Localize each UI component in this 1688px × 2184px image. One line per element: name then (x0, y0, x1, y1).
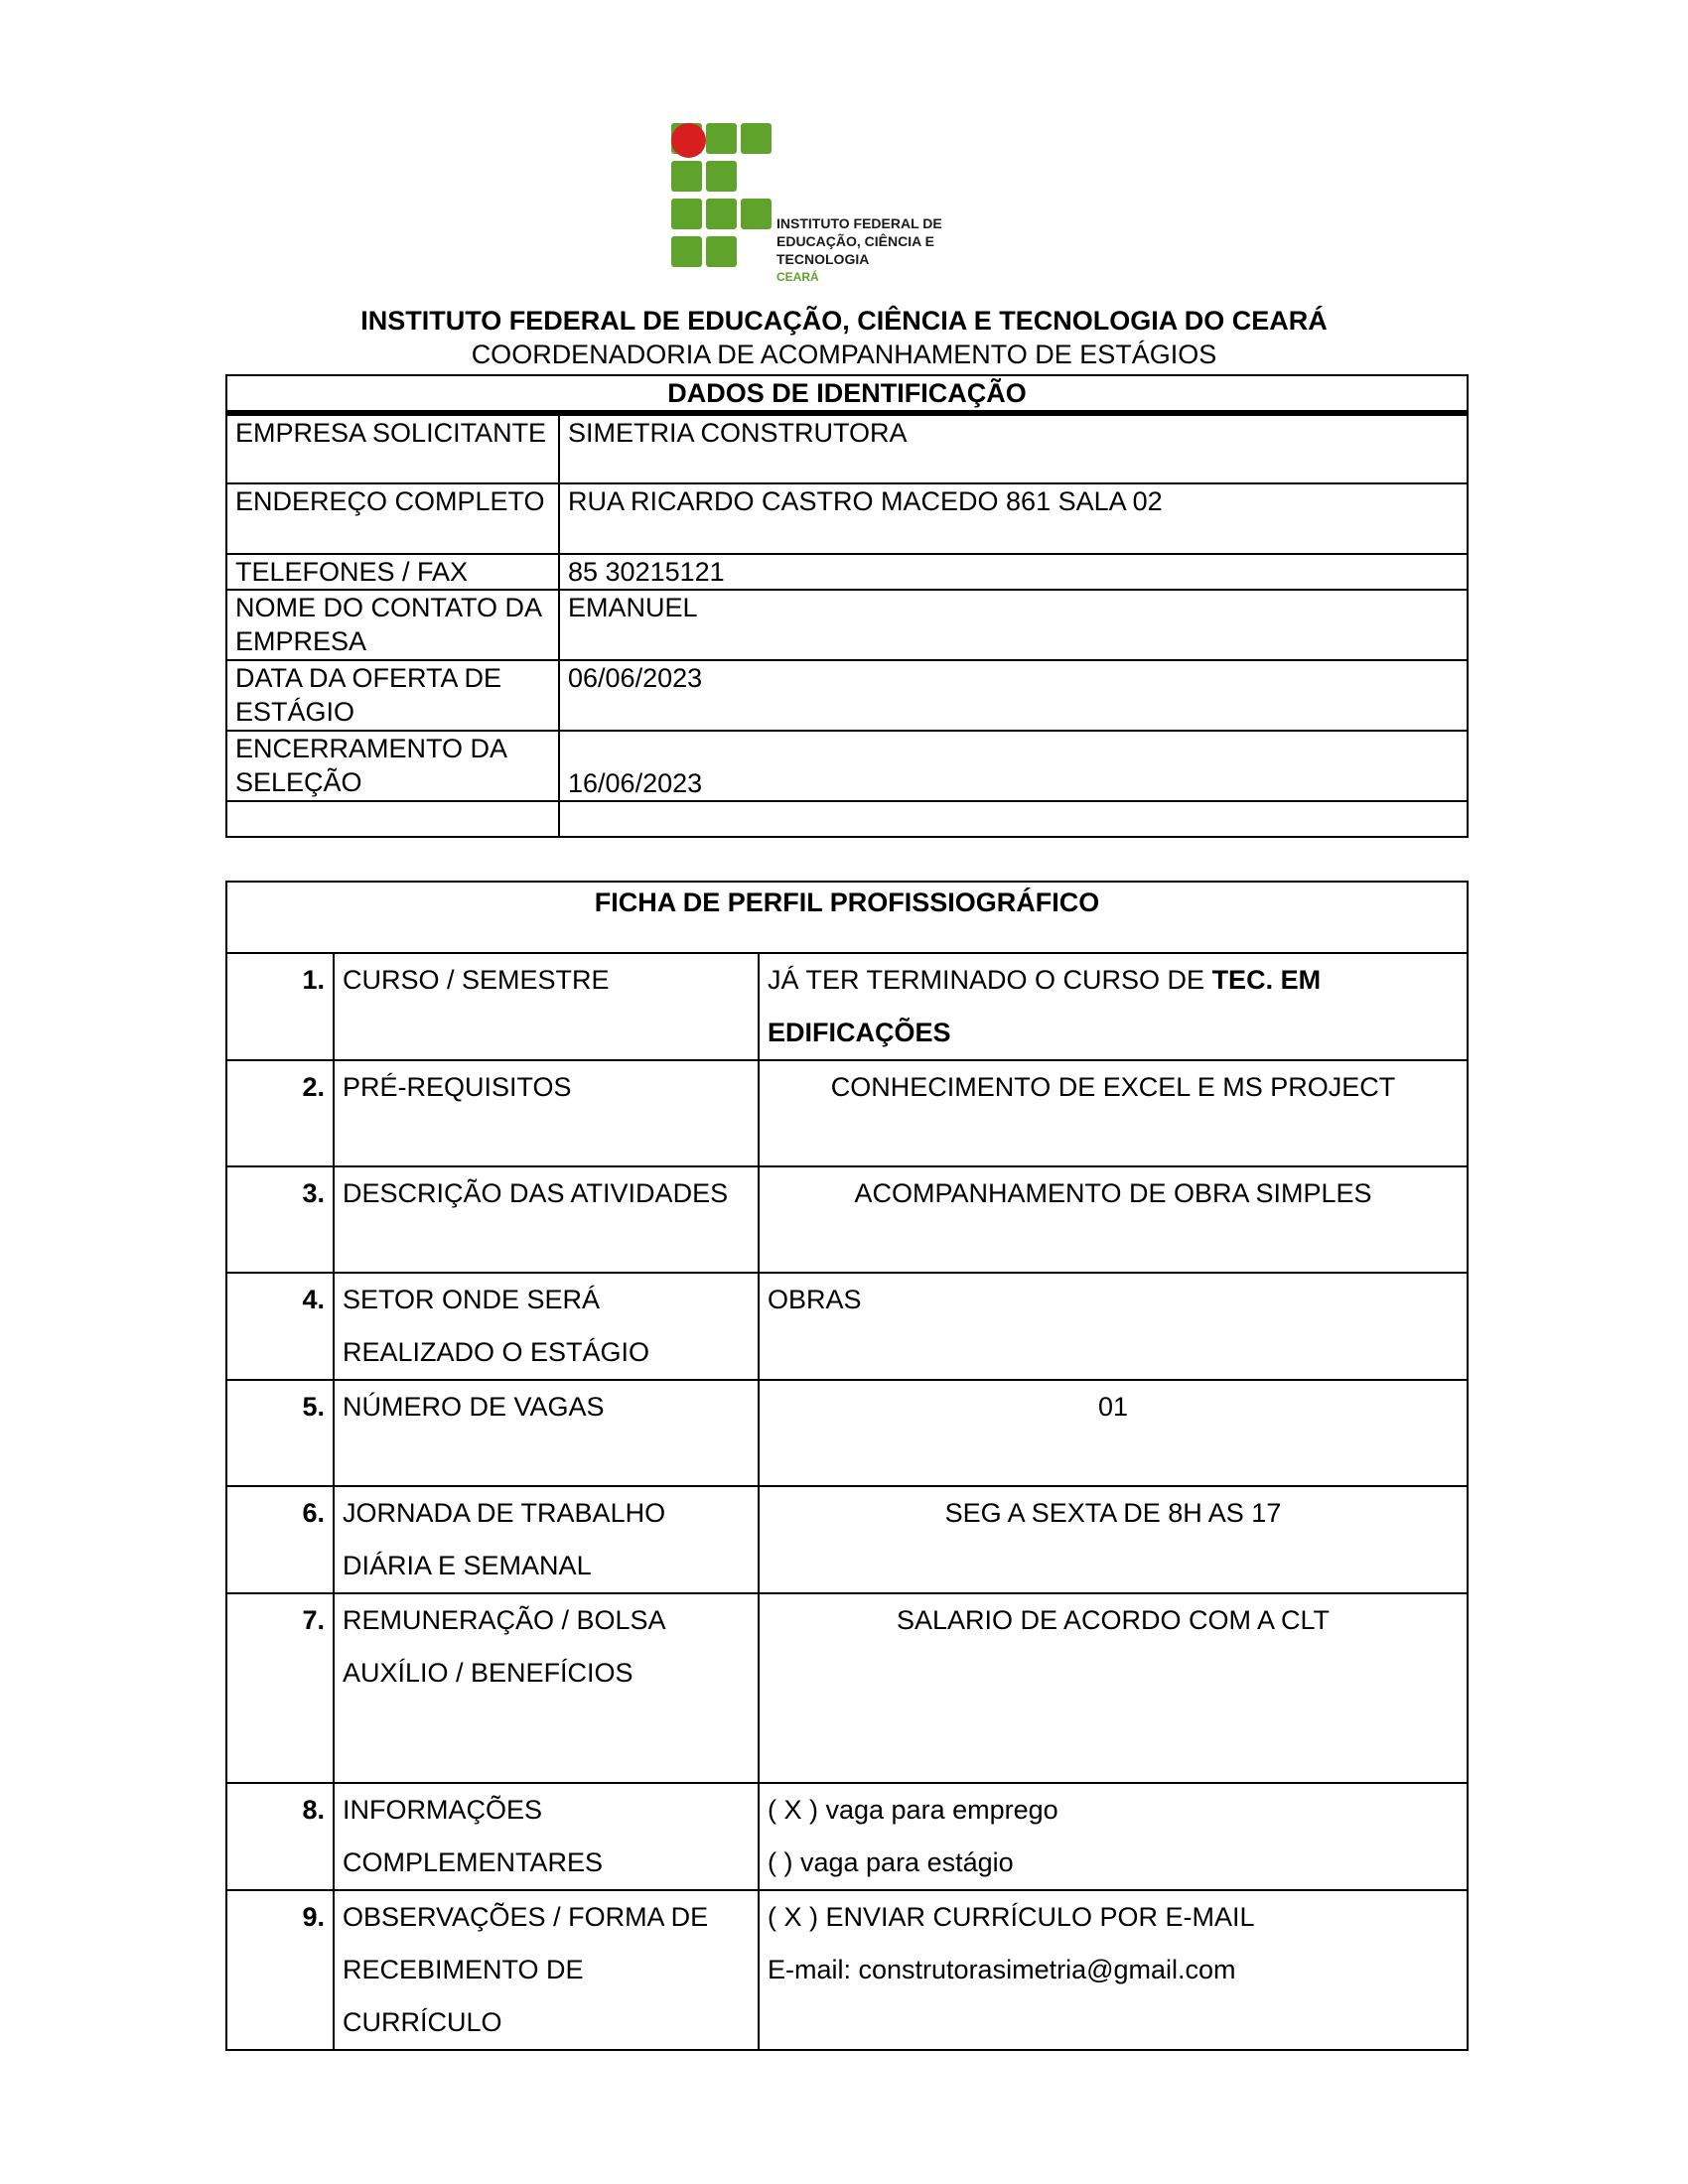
field-label (226, 801, 559, 837)
row-value (759, 1783, 1468, 1890)
field-value: 85 30215121 (559, 554, 1468, 590)
row-label: DESCRIÇÃO DAS ATIVIDADES (334, 1166, 759, 1273)
profile-table (225, 881, 1469, 2051)
row-number: 7. (226, 1593, 334, 1783)
logo-square (741, 123, 772, 154)
row-number: 2. (226, 1060, 334, 1166)
identification-table (225, 374, 1469, 838)
row-value-text: JÁ TER TERMINADO O CURSO DE (768, 965, 1212, 995)
row-number: 5. (226, 1380, 334, 1486)
row-value (759, 1890, 1468, 2050)
logo-line-3: CEARÁ (776, 270, 819, 284)
field-label: NOME DO CONTATO DA EMPRESA (226, 590, 559, 660)
logo-square (741, 199, 772, 229)
field-label: ENDEREÇO COMPLETO (226, 483, 559, 554)
profile-heading: FICHA DE PERFIL PROFISSIOGRÁFICO (226, 882, 1468, 953)
field-label: EMPRESA SOLICITANTE (226, 413, 559, 483)
row-number: 4. (226, 1273, 334, 1380)
logo-square (706, 236, 737, 267)
row-label: NÚMERO DE VAGAS (334, 1380, 759, 1486)
checkbox-emprego: ( X ) vaga para emprego (768, 1795, 1058, 1825)
row-value-course: TEC. EM EDIFICAÇÕES (768, 965, 1322, 1047)
row-label: REMUNERAÇÃO / BOLSA AUXÍLIO / BENEFÍCIOS (334, 1593, 759, 1783)
row-value: CONHECIMENTO DE EXCEL E MS PROJECT (759, 1060, 1468, 1166)
row-label: OBSERVAÇÕES / FORMA DE RECEBIMENTO DE CURRÍCULO (334, 1890, 759, 2050)
row-label: CURSO / SEMESTRE (334, 953, 759, 1060)
logo-line-2: EDUCAÇÃO, CIÊNCIA E TECNOLOGIA (776, 233, 934, 267)
row-label: PRÉ-REQUISITOS (334, 1060, 759, 1166)
field-label: ENCERRAMENTO DA SELEÇÃO (226, 731, 559, 801)
logo-square (706, 161, 737, 192)
logo-square (706, 199, 737, 229)
row-value: OBRAS (759, 1273, 1468, 1380)
row-value: ACOMPANHAMENTO DE OBRA SIMPLES (759, 1166, 1468, 1273)
row-number: 9. (226, 1890, 334, 2050)
row-label: INFORMAÇÕES COMPLEMENTARES (334, 1783, 759, 1890)
page-title: INSTITUTO FEDERAL DE EDUCAÇÃO, CIÊNCIA E TECNOLOGIA DO CEARÁ (360, 306, 1328, 336)
ifce-logo (671, 123, 1029, 284)
row-value: SEG A SEXTA DE 8H AS 17 (759, 1486, 1468, 1593)
field-value: 16/06/2023 (559, 731, 1468, 801)
logo-red-circle (671, 123, 706, 158)
logo-square (671, 161, 702, 192)
row-label: SETOR ONDE SERÁ REALIZADO O ESTÁGIO (334, 1273, 759, 1380)
row-number: 8. (226, 1783, 334, 1890)
identification-heading: DADOS DE IDENTIFICAÇÃO (226, 375, 1468, 413)
logo-square (671, 236, 702, 267)
row-number: 3. (226, 1166, 334, 1273)
contact-email: E-mail: construtorasimetria@gmail.com (768, 1955, 1236, 1984)
row-number: 6. (226, 1486, 334, 1593)
row-value: 01 (759, 1380, 1468, 1486)
field-value: 06/06/2023 (559, 660, 1468, 731)
field-value: EMANUEL (559, 590, 1468, 660)
row-value (759, 953, 1468, 1060)
logo-square (671, 199, 702, 229)
field-label: TELEFONES / FAX (226, 554, 559, 590)
field-label: DATA DA OFERTA DE ESTÁGIO (226, 660, 559, 731)
logo-square (706, 123, 737, 154)
checkbox-estagio: ( ) vaga para estágio (768, 1847, 1014, 1877)
checkbox-email: ( X ) ENVIAR CURRÍCULO POR E-MAIL (768, 1902, 1255, 1932)
logo-text (776, 214, 1029, 286)
logo-line-1: INSTITUTO FEDERAL DE (776, 215, 942, 231)
field-value: RUA RICARDO CASTRO MACEDO 861 SALA 02 (559, 483, 1468, 554)
row-value: SALARIO DE ACORDO COM A CLT (759, 1593, 1468, 1783)
page-subtitle: COORDENADORIA DE ACOMPANHAMENTO DE ESTÁGIOS (471, 340, 1217, 369)
field-value: SIMETRIA CONSTRUTORA (559, 413, 1468, 483)
row-label: JORNADA DE TRABALHO DIÁRIA E SEMANAL (334, 1486, 759, 1593)
row-number: 1. (226, 953, 334, 1060)
field-value (559, 801, 1468, 837)
